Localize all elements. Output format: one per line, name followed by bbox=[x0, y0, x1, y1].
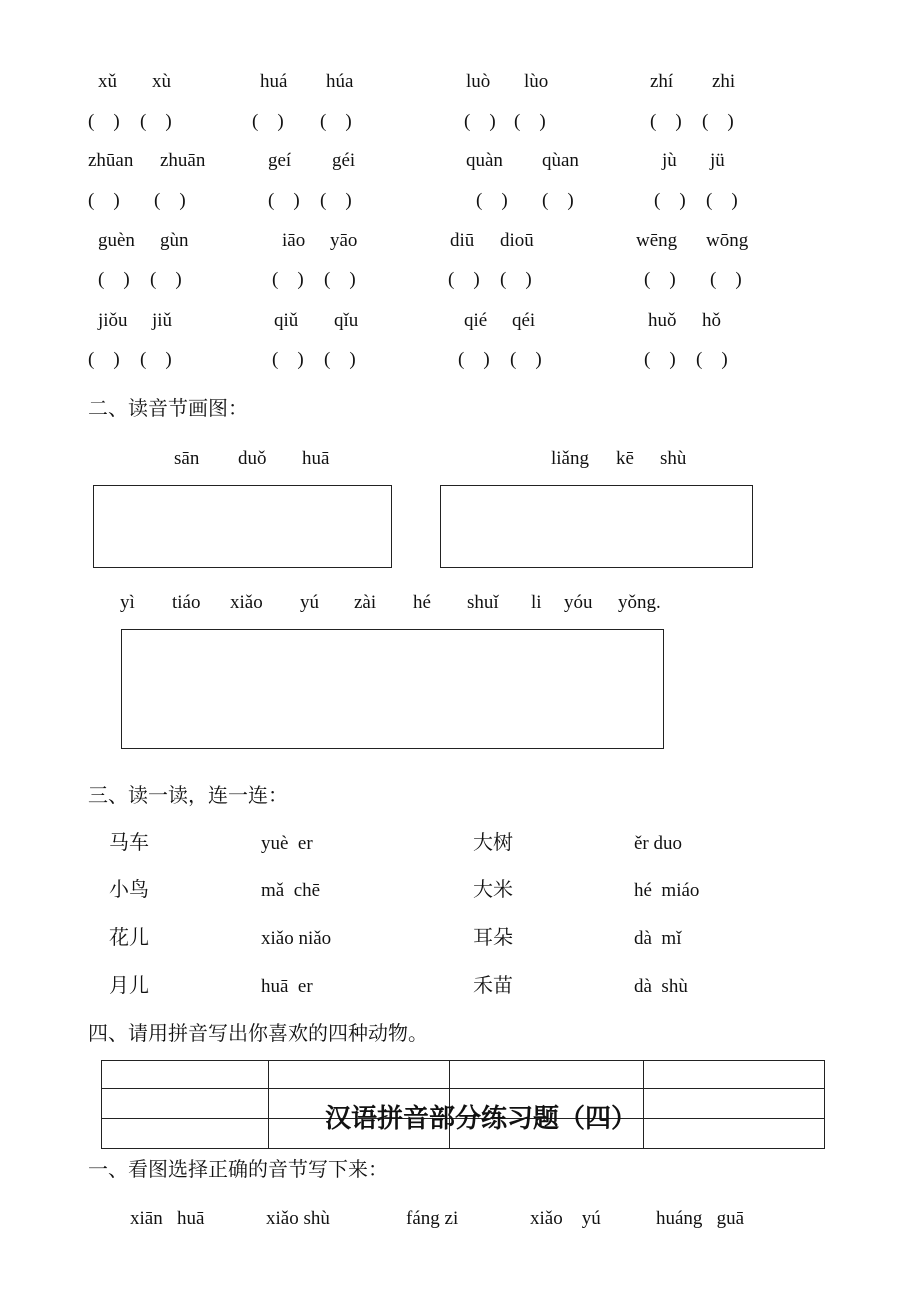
pinyin: huā bbox=[302, 448, 330, 469]
pinyin: yì bbox=[120, 592, 135, 613]
answer-paren[interactable]: ( ) bbox=[696, 349, 728, 370]
pinyin: lùo bbox=[524, 71, 549, 92]
pinyin: guèn bbox=[98, 230, 135, 251]
pinyin: kē bbox=[616, 448, 634, 469]
pinyin: dioū bbox=[500, 230, 534, 251]
pinyin: qùan bbox=[542, 150, 579, 171]
answer-paren[interactable]: ( ) bbox=[272, 269, 304, 290]
pinyin: húa bbox=[326, 71, 354, 92]
pinyin: zài bbox=[354, 592, 377, 613]
answer-paren[interactable]: ( ) bbox=[464, 111, 496, 132]
word-pinyin[interactable]: dà shù bbox=[634, 976, 688, 997]
pinyin: luò bbox=[466, 71, 491, 92]
word-pinyin[interactable]: huā er bbox=[261, 976, 313, 997]
answer-paren[interactable]: ( ) bbox=[272, 349, 304, 370]
word-choice: xiān huā bbox=[130, 1208, 205, 1229]
pinyin: xù bbox=[152, 71, 171, 92]
pinyin: zhūan bbox=[88, 150, 134, 171]
pinyin: shuǐ bbox=[467, 592, 499, 613]
pinyin: shù bbox=[660, 448, 687, 469]
answer-paren[interactable]: ( ) bbox=[500, 269, 532, 290]
pinyin: iāo bbox=[282, 230, 306, 251]
word-choice: huáng guā bbox=[656, 1208, 745, 1229]
pinyin: zhuān bbox=[160, 150, 206, 171]
word-choice: fáng zi bbox=[406, 1208, 459, 1229]
word-choice: xiǎo yú bbox=[530, 1208, 601, 1229]
pinyin: xǔ bbox=[98, 71, 117, 92]
section-5-heading: 一、看图选择正确的音节写下来： bbox=[88, 1159, 388, 1181]
pinyin: quàn bbox=[466, 150, 503, 171]
word-cn[interactable]: 月儿 bbox=[109, 975, 149, 997]
answer-paren[interactable]: ( ) bbox=[702, 111, 734, 132]
section-4-heading: 四、请用拼音写出你喜欢的四种动物。 bbox=[88, 1023, 428, 1045]
section-3-heading: 三、读一读，连一连： bbox=[88, 785, 288, 807]
pinyin: jü bbox=[710, 150, 725, 171]
pinyin: huǒ bbox=[648, 310, 677, 331]
table-line bbox=[824, 1060, 825, 1149]
word-cn[interactable]: 花儿 bbox=[109, 927, 149, 949]
pinyin: hé bbox=[413, 592, 431, 613]
drawing-box-1[interactable] bbox=[93, 485, 392, 568]
answer-paren[interactable]: ( ) bbox=[140, 349, 172, 370]
answer-paren[interactable]: ( ) bbox=[706, 190, 738, 211]
pinyin: jiǔ bbox=[152, 310, 173, 331]
answer-paren[interactable]: ( ) bbox=[510, 349, 542, 370]
pinyin: qéi bbox=[512, 310, 536, 331]
word-pinyin[interactable]: ěr duo bbox=[634, 833, 683, 854]
answer-paren[interactable]: ( ) bbox=[710, 269, 742, 290]
answer-paren[interactable]: ( ) bbox=[476, 190, 508, 211]
pinyin: diū bbox=[450, 230, 475, 251]
pinyin: jù bbox=[662, 150, 677, 171]
pinyin: yāo bbox=[330, 230, 358, 251]
pinyin: tiáo bbox=[172, 592, 201, 613]
answer-paren[interactable]: ( ) bbox=[98, 269, 130, 290]
pinyin: jiǒu bbox=[98, 310, 128, 331]
pinyin: qǐu bbox=[334, 310, 359, 331]
word-pinyin[interactable]: mǎ chē bbox=[261, 880, 321, 901]
answer-paren[interactable]: ( ) bbox=[140, 111, 172, 132]
word-pinyin[interactable]: dà mǐ bbox=[634, 928, 682, 949]
answer-paren[interactable]: ( ) bbox=[252, 111, 284, 132]
table-line bbox=[643, 1060, 644, 1149]
answer-paren[interactable]: ( ) bbox=[320, 190, 352, 211]
answer-paren[interactable]: ( ) bbox=[448, 269, 480, 290]
pinyin: liǎng bbox=[551, 448, 589, 469]
table-line bbox=[268, 1060, 269, 1149]
answer-paren[interactable]: ( ) bbox=[458, 349, 490, 370]
word-choice: xiǎo shù bbox=[266, 1208, 330, 1229]
pinyin: qiǔ bbox=[274, 310, 299, 331]
pinyin: wēng bbox=[636, 230, 678, 251]
answer-paren[interactable]: ( ) bbox=[542, 190, 574, 211]
table-line bbox=[101, 1060, 102, 1149]
word-pinyin[interactable]: hé miáo bbox=[634, 880, 700, 901]
pinyin: sān bbox=[174, 448, 200, 469]
word-pinyin[interactable]: xiǎo niǎo bbox=[261, 928, 332, 949]
pinyin: hǒ bbox=[702, 310, 721, 331]
word-cn[interactable]: 大树 bbox=[473, 832, 513, 854]
answer-paren[interactable]: ( ) bbox=[644, 349, 676, 370]
answer-paren[interactable]: ( ) bbox=[150, 269, 182, 290]
word-pinyin[interactable]: yuè er bbox=[261, 833, 313, 854]
pinyin: yú bbox=[300, 592, 319, 613]
pinyin: zhi bbox=[712, 71, 736, 92]
word-cn[interactable]: 耳朵 bbox=[473, 927, 513, 949]
answer-paren[interactable]: ( ) bbox=[514, 111, 546, 132]
pinyin: géi bbox=[332, 150, 356, 171]
pinyin: huá bbox=[260, 71, 288, 92]
word-cn[interactable]: 马车 bbox=[109, 832, 149, 854]
answer-paren[interactable]: ( ) bbox=[268, 190, 300, 211]
answer-paren[interactable]: ( ) bbox=[88, 111, 120, 132]
pinyin: yóu bbox=[564, 592, 593, 613]
answer-paren[interactable]: ( ) bbox=[320, 111, 352, 132]
answer-paren[interactable]: ( ) bbox=[324, 269, 356, 290]
pinyin: zhí bbox=[650, 71, 674, 92]
word-cn[interactable]: 小鸟 bbox=[109, 879, 149, 901]
pinyin: wōng bbox=[706, 230, 749, 251]
word-cn[interactable]: 大米 bbox=[473, 879, 513, 901]
pinyin: geí bbox=[268, 150, 292, 171]
answer-paren[interactable]: ( ) bbox=[154, 190, 186, 211]
word-cn[interactable]: 禾苗 bbox=[473, 975, 513, 997]
answer-paren[interactable]: ( ) bbox=[654, 190, 686, 211]
pinyin: li bbox=[531, 592, 542, 613]
table-line bbox=[101, 1060, 825, 1061]
table-line bbox=[101, 1088, 825, 1089]
pinyin: gùn bbox=[160, 230, 189, 251]
pinyin: xiǎo bbox=[230, 592, 263, 613]
drawing-box-2[interactable] bbox=[440, 485, 753, 568]
table-line bbox=[101, 1148, 825, 1149]
pinyin: qié bbox=[464, 310, 488, 331]
pinyin: yǒng. bbox=[618, 592, 661, 613]
answer-paren[interactable]: ( ) bbox=[88, 190, 120, 211]
section-2-heading: 二、读音节画图： bbox=[88, 398, 248, 420]
answer-paren[interactable]: ( ) bbox=[324, 349, 356, 370]
answer-paren[interactable]: ( ) bbox=[650, 111, 682, 132]
page-title: 汉语拼音部分练习题（四） bbox=[325, 1104, 638, 1134]
answer-paren[interactable]: ( ) bbox=[644, 269, 676, 290]
answer-paren[interactable]: ( ) bbox=[88, 349, 120, 370]
drawing-box-3[interactable] bbox=[121, 629, 664, 749]
pinyin: duǒ bbox=[238, 448, 267, 469]
